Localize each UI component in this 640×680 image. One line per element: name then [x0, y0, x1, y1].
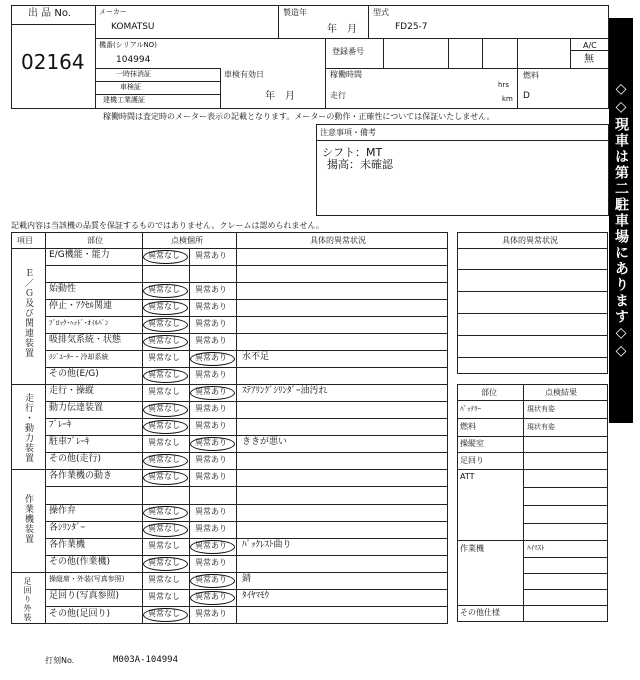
serial-value: 104994	[116, 55, 151, 65]
row-part: 各作業機の動き	[49, 471, 113, 481]
row-part: 足回り(写真参照)	[49, 591, 120, 601]
notes-title: 注意事項・備考	[320, 128, 376, 137]
km-unit: km	[502, 95, 513, 103]
option-abnormal: 異常あり	[195, 352, 227, 362]
circle-no-abnormality	[143, 301, 188, 315]
option-no-abnormality: 異常なし	[148, 609, 180, 618]
row-part: ﾌﾞﾚｰｷ	[49, 420, 72, 430]
cab-label: 操縦室	[460, 439, 484, 448]
circle-no-abnormality	[143, 403, 188, 417]
year-label: 製造年	[283, 8, 307, 17]
circle-no-abnormality	[143, 335, 188, 349]
header-detail: 具体的異常状況	[310, 236, 366, 245]
option-no-abnormality: 異常なし	[148, 369, 180, 379]
row-detail: ﾀｲﾔﾏﾓｳ	[242, 591, 270, 601]
option-no-abnormality: 異常なし	[148, 403, 180, 413]
option-abnormal: 異常あり	[195, 454, 227, 464]
row-detail: ききが悪い	[242, 437, 288, 447]
lot-number: 02164	[21, 50, 85, 74]
result-header-result: 点検結果	[545, 388, 577, 397]
work-machine-result: ﾊｲﾏｽﾄ	[527, 544, 545, 552]
inspection-unit: 年 月	[265, 91, 295, 102]
option-abnormal: 異常あり	[195, 557, 227, 567]
option-abnormal: 異常あり	[195, 471, 227, 481]
stamp-label: 打刻No.	[45, 656, 75, 665]
hours-label: 稼働時間	[330, 70, 362, 79]
circle-no-abnormality	[143, 557, 188, 571]
circle-no-abnormality	[143, 608, 188, 622]
inspection-label: 車検有効日	[224, 70, 264, 79]
row-part: 各作業機	[49, 540, 86, 550]
option-no-abnormality: 異常なし	[148, 471, 180, 481]
option-no-abnormality: 異常なし	[148, 437, 180, 447]
fuel-check-label: 燃料	[460, 422, 476, 431]
notes-shift: シフト：MT	[322, 146, 383, 159]
option-abnormal: 異常あり	[195, 250, 227, 260]
circle-no-abnormality	[143, 420, 188, 434]
option-abnormal: 異常あり	[195, 574, 227, 584]
serial-label: 機番(シリアルNO)	[99, 41, 157, 49]
row-part: ﾌﾞﾛｯｸ･ﾍｯﾄﾞ･ｵｲﾙﾊﾟﾝ	[49, 319, 109, 327]
option-abnormal: 異常あり	[195, 540, 227, 550]
circle-abnormal	[190, 591, 235, 605]
model-label: 型式	[373, 8, 389, 17]
option-abnormal: 異常あり	[195, 523, 227, 533]
option-abnormal: 異常あり	[195, 437, 227, 447]
disclaimer: 記載内容は当該機の品質を保証するものではありません。クレームは認められません。	[11, 221, 324, 230]
option-abnormal: 異常あり	[195, 369, 227, 379]
circle-abnormal	[190, 437, 235, 451]
row-detail: 錆	[242, 574, 252, 584]
option-no-abnormality: 異常なし	[148, 591, 180, 601]
fuel-label: 燃料	[523, 71, 539, 80]
option-abnormal: 異常あり	[195, 609, 227, 618]
notes-lift-height: 揚高：未確認	[327, 158, 393, 171]
ac-value: 無	[584, 54, 594, 65]
option-no-abnormality: 異常なし	[148, 284, 180, 294]
circle-no-abnormality	[143, 369, 188, 383]
undercarriage-label: 足回り	[460, 456, 484, 465]
fuel-value: D	[523, 91, 530, 101]
row-part: 始動性	[49, 284, 77, 294]
header-check: 点検個所	[171, 236, 203, 245]
circle-no-abnormality	[143, 523, 188, 537]
other-spec-label: その他仕様	[460, 608, 500, 617]
stamp-value: M003A-104994	[113, 655, 179, 665]
option-abnormal: 異常あり	[195, 386, 227, 396]
hrs-unit: hrs	[498, 81, 509, 89]
work-machine-label: 作業機	[460, 544, 484, 553]
option-no-abnormality: 異常なし	[148, 301, 180, 311]
header-item: 項目	[17, 236, 33, 245]
row-part: その他(作業機)	[49, 557, 111, 567]
battery-label: ﾊﾞｯﾃﾘｰ	[460, 405, 481, 413]
circle-no-abnormality	[143, 318, 188, 332]
row-detail: 水不足	[242, 352, 270, 362]
circle-abnormal	[190, 352, 235, 366]
circle-abnormal	[190, 574, 235, 588]
circle-abnormal	[190, 540, 235, 554]
year-unit: 年 月	[327, 24, 357, 35]
row-detail: ｽﾃｱﾘﾝｸﾞｼﾘﾝﾀﾞｰ油汚れ	[242, 386, 328, 396]
option-abnormal: 異常あり	[195, 284, 227, 294]
group-drive: 走行・動力装置	[23, 393, 33, 463]
registration-label: 登録番号	[332, 47, 364, 56]
temp-registration-label: 一時抹消証	[116, 70, 151, 78]
row-part: 各ｼﾘﾝﾀﾞｰ	[49, 523, 86, 533]
row-part: 動力伝達装置	[49, 403, 104, 413]
group-undercarriage: 足回り外装	[23, 577, 32, 622]
row-part: その他(走行)	[49, 454, 102, 464]
check-result-table	[457, 384, 608, 622]
option-no-abnormality: 異常なし	[148, 420, 180, 430]
result-header-part: 部位	[481, 388, 497, 397]
model-value: FD25-7	[395, 22, 428, 32]
att-label: ATT	[460, 472, 475, 481]
row-part: その他(E/G)	[49, 369, 99, 379]
option-no-abnormality: 異常なし	[148, 574, 180, 584]
vehicle-cert-label: 車検証	[120, 83, 141, 91]
row-part: 駐車ﾌﾞﾚｰｷ	[49, 437, 90, 447]
row-part: 停止・ｱｸｾﾙ関連	[49, 301, 113, 311]
maker-label: メーカー	[99, 8, 127, 16]
circle-no-abnormality	[143, 471, 188, 485]
heavy-cert-label: 建機工業護証	[103, 96, 145, 104]
group-engine: Ｅ／Ｇ及び関連装置	[23, 268, 33, 358]
travel-label: 走行	[330, 91, 346, 100]
circle-no-abnormality	[143, 454, 188, 468]
row-part: E/G機能・能力	[49, 250, 110, 260]
option-no-abnormality: 異常なし	[148, 335, 180, 345]
fuel-check-result: 現状有姿	[527, 423, 555, 431]
option-abnormal: 異常あり	[195, 420, 227, 430]
row-part: 吸排気系統・状態	[49, 335, 122, 345]
side-banner: ◇◇現車は第二駐車場にあります◇◇	[609, 18, 633, 423]
row-part: ﾗｼﾞｴｰﾀｰ・冷却系統	[49, 353, 109, 361]
option-abnormal: 異常あり	[195, 335, 227, 345]
option-no-abnormality: 異常なし	[148, 250, 180, 260]
option-abnormal: 異常あり	[195, 403, 227, 413]
group-work: 作業機装置	[23, 494, 33, 544]
option-no-abnormality: 異常なし	[148, 506, 180, 516]
hours-note: 稼働時間は査定時のメーター表示の記載となります。メーターの動作・正確性については保証いたしません。	[103, 112, 495, 121]
lot-number-label: 出 品 No.	[28, 8, 71, 19]
ac-label: A/C	[583, 41, 597, 50]
option-abnormal: 異常あり	[195, 318, 227, 328]
row-part: 操縦席・外装(写真参照)	[49, 575, 125, 583]
header-part: 部位	[87, 236, 103, 245]
row-part: 走行・操縦	[49, 386, 95, 396]
option-abnormal: 異常あり	[195, 591, 227, 601]
option-no-abnormality: 異常なし	[148, 557, 180, 567]
option-no-abnormality: 異常なし	[148, 540, 180, 550]
option-no-abnormality: 異常なし	[148, 523, 180, 533]
maker-value: KOMATSU	[111, 22, 155, 32]
circle-no-abnormality	[143, 250, 188, 264]
right-detail-header: 具体的異常状況	[502, 236, 558, 245]
circle-abnormal	[190, 386, 235, 400]
option-no-abnormality: 異常なし	[148, 352, 180, 362]
option-no-abnormality: 異常なし	[148, 386, 180, 396]
row-part: 操作弁	[49, 506, 77, 516]
circle-no-abnormality	[143, 284, 188, 298]
option-abnormal: 異常あり	[195, 301, 227, 311]
option-abnormal: 異常あり	[195, 506, 227, 516]
option-no-abnormality: 異常なし	[148, 454, 180, 464]
row-part: その他(足回り)	[49, 608, 111, 619]
row-detail: ﾊﾞｯｸﾚｽﾄ曲り	[242, 540, 292, 550]
battery-result: 現状有姿	[527, 405, 555, 413]
abnormal-detail-table	[457, 232, 608, 374]
option-no-abnormality: 異常なし	[148, 318, 180, 328]
circle-no-abnormality	[143, 506, 188, 520]
